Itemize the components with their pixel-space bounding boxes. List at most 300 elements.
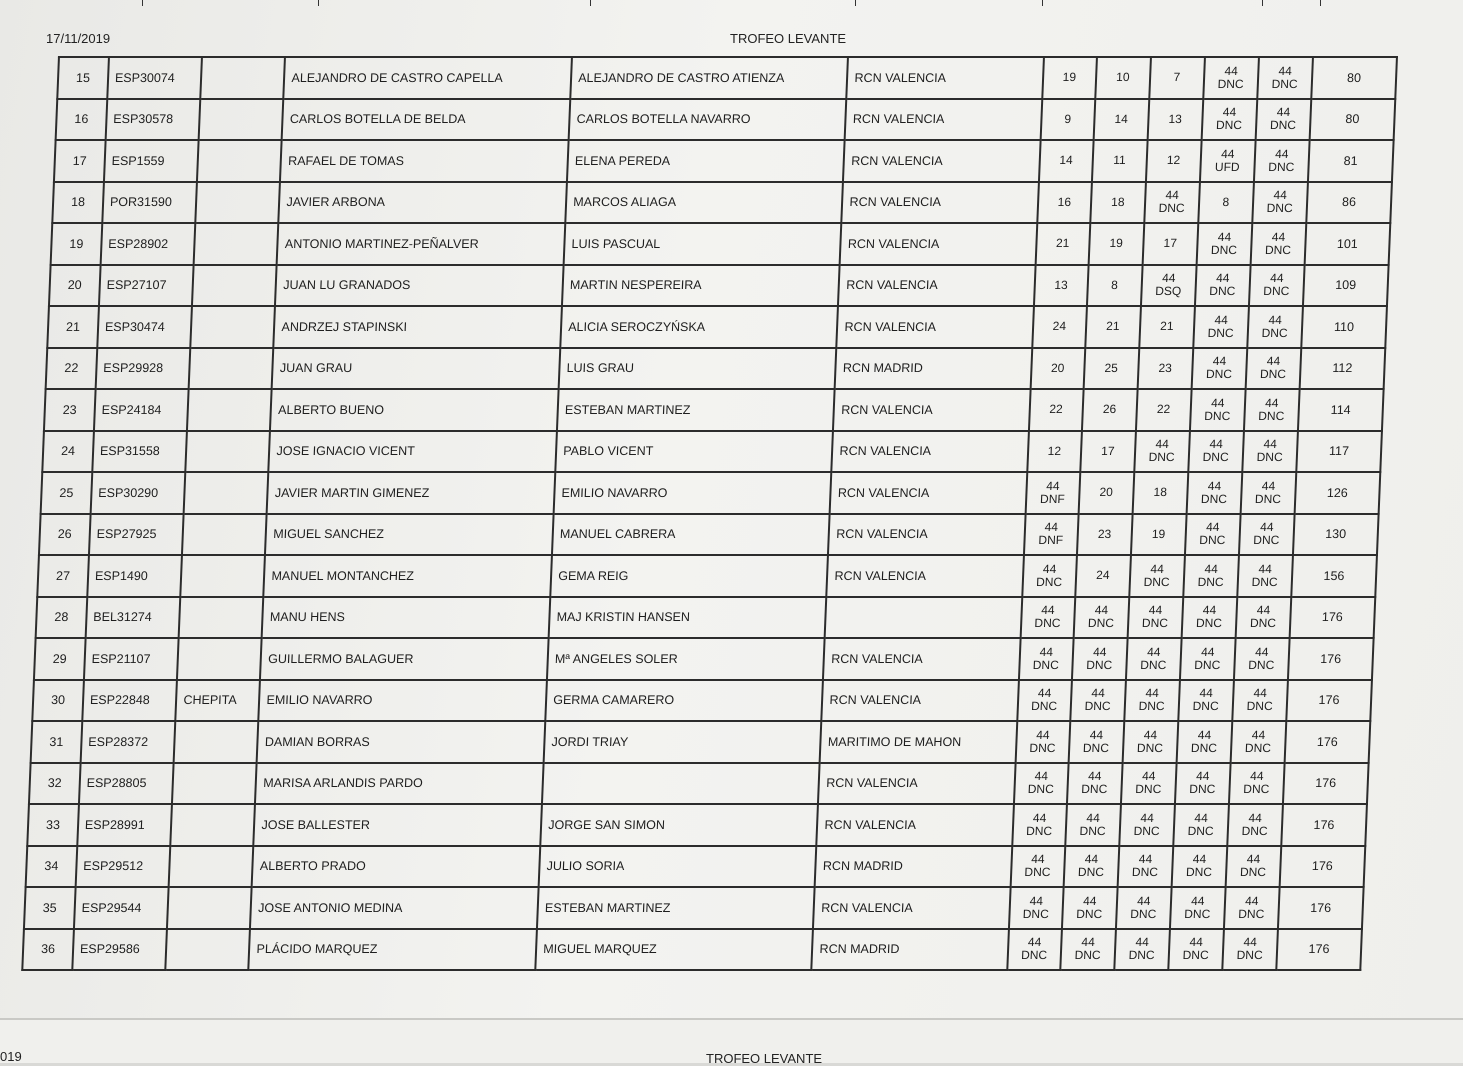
race-score: 24 — [1095, 568, 1110, 583]
position-cell: 28 — [36, 597, 88, 639]
sail-number-cell: ESP28991 — [77, 804, 172, 846]
race-score: 14 — [1059, 153, 1074, 168]
boat-name-cell — [181, 555, 266, 597]
race-score: 44 — [1194, 810, 1209, 825]
race-penalty-code: DNC — [1133, 823, 1160, 838]
total-points-cell: 176 — [1281, 804, 1367, 846]
race-score: 44 — [1145, 686, 1160, 701]
race-score: 44 — [1215, 271, 1230, 286]
total-points-cell: 117 — [1296, 431, 1382, 473]
boat-name-cell — [177, 638, 262, 680]
race-penalty-code: DNF — [1039, 491, 1066, 506]
race-penalty-code: DNC — [1148, 450, 1175, 465]
race-5-cell — [1229, 763, 1285, 805]
race-score: 44 — [1207, 478, 1222, 493]
position-cell: 34 — [26, 846, 78, 888]
race-score: 44 — [1155, 437, 1170, 452]
race-score: 44 — [1209, 437, 1224, 452]
race-score: 21 — [1159, 319, 1174, 334]
boat-name-cell — [174, 721, 259, 763]
total-points-cell: 176 — [1286, 680, 1372, 722]
helm-name-cell: CARLOS BOTELLA DE BELDA — [282, 99, 570, 141]
race-score: 7 — [1173, 70, 1181, 85]
race-score: 44 — [1027, 935, 1042, 950]
race-penalty-code: DNC — [1268, 159, 1295, 174]
race-score: 44 — [1138, 852, 1153, 867]
race-1-cell — [1030, 348, 1085, 390]
race-4-cell — [1198, 182, 1254, 224]
helm-name-cell: DAMIAN BORRAS — [257, 721, 545, 763]
club-cell: RCN VALENCIA — [813, 887, 1010, 929]
crew-name-cell: PABLO VICENT — [555, 431, 833, 473]
crew-name-cell: ESTEBAN MARTINEZ — [557, 389, 835, 431]
sail-number-cell: ESP27925 — [89, 514, 184, 556]
race-score: 44 — [1220, 146, 1235, 161]
position-cell: 18 — [52, 182, 104, 224]
race-score: 44 — [1042, 561, 1057, 576]
race-3-cell — [1122, 721, 1178, 763]
race-penalty-code: DNC — [1199, 533, 1226, 548]
top-edge-marks — [0, 0, 1463, 6]
table-row — [54, 140, 1394, 182]
race-5-cell — [1230, 721, 1286, 763]
race-score: 44 — [1032, 810, 1047, 825]
club-cell: RCN VALENCIA — [840, 223, 1037, 265]
race-2-cell — [1082, 389, 1138, 431]
race-score: 44 — [1087, 769, 1102, 784]
race-score: 44 — [1039, 644, 1054, 659]
position-cell: 36 — [22, 929, 74, 971]
race-score: 44 — [1044, 520, 1059, 535]
total-points-cell: 109 — [1303, 265, 1389, 307]
table-row — [34, 638, 1374, 680]
race-4-cell — [1186, 472, 1242, 514]
race-1-cell — [1010, 846, 1065, 888]
race-score: 44 — [1249, 769, 1264, 784]
race-score: 17 — [1100, 443, 1115, 458]
race-score: 44 — [1089, 727, 1104, 742]
sheet-date: 17/11/2019 — [46, 31, 111, 46]
crew-name-cell: LUIS GRAU — [559, 348, 837, 390]
helm-name-cell: MANU HENS — [262, 597, 550, 639]
race-score: 20 — [1099, 485, 1114, 500]
race-score: 44 — [1266, 354, 1281, 369]
race-5-cell — [1244, 389, 1300, 431]
race-penalty-code: DNC — [1264, 242, 1292, 257]
race-score: 44 — [1037, 686, 1052, 701]
race-1-cell — [1032, 306, 1087, 348]
race-score: 13 — [1168, 111, 1183, 126]
race-penalty-code: DNC — [1239, 865, 1267, 880]
race-penalty-code: DNF — [1038, 533, 1064, 548]
race-1-cell — [1014, 763, 1069, 805]
race-4-cell — [1201, 99, 1257, 141]
race-3-cell — [1116, 887, 1172, 929]
race-penalty-code: DNC — [1195, 616, 1223, 631]
club-cell: RCN MADRID — [812, 929, 1009, 971]
race-score: 19 — [1062, 70, 1077, 85]
total-points-cell: 86 — [1306, 182, 1392, 224]
next-page-date: 019 — [0, 1049, 22, 1064]
sail-number-cell: ESP30074 — [107, 57, 202, 99]
race-4-cell — [1191, 348, 1247, 390]
race-2-cell — [1075, 555, 1131, 597]
helm-name-cell: JOSE IGNACIO VICENT — [269, 431, 557, 473]
race-1-cell — [1012, 804, 1067, 846]
race-penalty-code: DNC — [1238, 906, 1265, 921]
race-penalty-code: DNC — [1187, 823, 1214, 838]
race-penalty-code: DNC — [1034, 616, 1061, 631]
sail-number-cell: ESP28372 — [80, 721, 175, 763]
table-row — [22, 929, 1362, 971]
boat-name-cell — [191, 306, 276, 348]
race-penalty-code: DNC — [1077, 865, 1105, 880]
helm-name-cell: JOSE BALLESTER — [254, 804, 542, 846]
race-4-cell — [1175, 763, 1231, 805]
race-1-cell — [1015, 721, 1070, 763]
race-penalty-code: DNC — [1200, 491, 1228, 506]
boat-name-cell — [172, 763, 257, 805]
sail-number-cell: ESP29544 — [74, 887, 169, 929]
race-2-cell — [1087, 265, 1143, 307]
race-penalty-code: DNC — [1205, 367, 1233, 382]
boat-name-cell — [187, 389, 272, 431]
club-cell: RCN VALENCIA — [843, 140, 1040, 182]
race-1-cell — [1034, 265, 1089, 307]
race-score: 44 — [1197, 727, 1212, 742]
boat-name-cell — [171, 804, 256, 846]
table-row — [41, 472, 1381, 514]
helm-name-cell: MANUEL MONTANCHEZ — [264, 555, 552, 597]
race-penalty-code: DNC — [1027, 782, 1055, 797]
crew-name-cell — [542, 763, 820, 805]
race-4-cell — [1193, 306, 1249, 348]
race-score: 44 — [1135, 935, 1150, 950]
sail-number-cell: ESP21107 — [84, 638, 179, 680]
boat-name-cell — [184, 472, 269, 514]
race-score: 44 — [1204, 561, 1219, 576]
total-points-cell: 156 — [1291, 555, 1377, 597]
race-score: 44 — [1264, 395, 1279, 410]
crew-name-cell: GEMA REIG — [550, 555, 828, 597]
race-3-cell — [1139, 306, 1195, 348]
position-cell: 33 — [27, 804, 79, 846]
race-penalty-code: DNC — [1084, 699, 1111, 714]
race-4-cell — [1178, 680, 1234, 722]
position-cell: 32 — [29, 763, 81, 805]
race-1-cell — [1025, 472, 1080, 514]
race-4-cell — [1173, 804, 1229, 846]
race-penalty-code: DNC — [1184, 906, 1211, 921]
race-1-cell — [1022, 555, 1077, 597]
race-score: 44 — [1269, 271, 1284, 286]
race-score: 44 — [1217, 229, 1232, 244]
table-row — [46, 348, 1386, 390]
sail-number-cell: ESP1490 — [87, 555, 182, 597]
boat-name-cell — [179, 597, 264, 639]
table-row — [37, 555, 1377, 597]
position-cell: 20 — [49, 265, 101, 307]
race-score: 44 — [1081, 935, 1096, 950]
race-1-cell — [1035, 223, 1090, 265]
race-score: 21 — [1105, 319, 1120, 334]
race-penalty-code: DNC — [1266, 201, 1293, 216]
race-5-cell — [1234, 638, 1290, 680]
helm-name-cell: PLÁCIDO MARQUEZ — [249, 929, 537, 971]
total-points-cell: 176 — [1278, 887, 1364, 929]
race-penalty-code: UFD — [1214, 159, 1240, 174]
race-score: 44 — [1029, 893, 1044, 908]
race-penalty-code: DNC — [1024, 865, 1051, 880]
race-score: 44 — [1041, 603, 1055, 618]
race-penalty-code: DNC — [1075, 906, 1103, 921]
helm-name-cell: JOSE ANTONIO MEDINA — [250, 887, 538, 929]
race-1-cell — [1039, 140, 1094, 182]
race-score: 44 — [1036, 727, 1050, 742]
club-cell: RCN MADRID — [815, 846, 1012, 888]
boat-name-cell: CHEPITA — [176, 680, 261, 722]
race-penalty-code: DNC — [1253, 533, 1280, 548]
race-penalty-code: DNC — [1085, 657, 1113, 672]
race-score: 44 — [1205, 520, 1220, 535]
helm-name-cell: ANDRZEJ STAPINSKI — [274, 306, 562, 348]
race-penalty-code: DNC — [1217, 76, 1244, 91]
sail-number-cell: ESP28902 — [100, 223, 195, 265]
race-3-cell — [1141, 265, 1197, 307]
table-row — [27, 804, 1367, 846]
race-score: 44 — [1200, 644, 1215, 659]
club-cell: RCN VALENCIA — [823, 638, 1020, 680]
race-penalty-code: DNC — [1215, 118, 1243, 133]
race-5-cell — [1224, 887, 1280, 929]
sail-number-cell: ESP30290 — [90, 472, 185, 514]
helm-name-cell: GUILLERMO BALAGUER — [260, 638, 548, 680]
helm-name-cell: ALBERTO BUENO — [270, 389, 558, 431]
club-cell: RCN VALENCIA — [837, 306, 1034, 348]
race-score: 17 — [1163, 236, 1178, 251]
race-penalty-code: DNC — [1202, 450, 1229, 465]
race-penalty-code: DNC — [1158, 201, 1185, 216]
race-2-cell — [1078, 472, 1134, 514]
position-cell: 29 — [34, 638, 86, 680]
race-score: 44 — [1146, 644, 1161, 659]
race-penalty-code: DNC — [1236, 948, 1263, 963]
race-5-cell — [1232, 680, 1288, 722]
position-cell: 25 — [41, 472, 93, 514]
race-2-cell — [1070, 680, 1126, 722]
total-points-cell: 176 — [1279, 846, 1365, 888]
race-4-cell — [1190, 389, 1246, 431]
race-2-cell — [1083, 348, 1139, 390]
race-5-cell — [1257, 57, 1313, 99]
position-cell: 26 — [39, 514, 91, 556]
race-score: 44 — [1212, 354, 1227, 369]
boat-name-cell — [182, 514, 267, 556]
total-points-cell: 176 — [1284, 721, 1370, 763]
race-score: 44 — [1165, 188, 1180, 203]
table-row — [42, 431, 1382, 473]
race-score: 44 — [1248, 810, 1263, 825]
race-penalty-code: DNC — [1029, 740, 1056, 755]
race-4-cell — [1170, 887, 1226, 929]
helm-name-cell: JUAN GRAU — [272, 348, 560, 390]
boat-name-cell — [196, 182, 281, 224]
race-2-cell — [1095, 57, 1151, 99]
results-table — [21, 56, 1398, 971]
crew-name-cell: ESTEBAN MARTINEZ — [537, 887, 815, 929]
sail-number-cell: ESP31558 — [92, 431, 187, 473]
helm-name-cell: JUAN LU GRANADOS — [275, 265, 563, 307]
race-score: 44 — [1268, 312, 1283, 327]
club-cell — [825, 597, 1022, 639]
club-cell: RCN VALENCIA — [845, 99, 1042, 141]
helm-name-cell: ALEJANDRO DE CASTRO CAPELLA — [284, 57, 572, 99]
race-5-cell — [1245, 348, 1301, 390]
sail-number-cell: ESP30578 — [105, 99, 200, 141]
race-4-cell — [1171, 846, 1227, 888]
table-row — [44, 389, 1384, 431]
crew-name-cell: ELENA PEREDA — [567, 140, 845, 182]
race-penalty-code: DNC — [1271, 76, 1298, 91]
crew-name-cell: MARTIN NESPEREIRA — [562, 265, 840, 307]
race-1-cell — [1040, 99, 1095, 141]
race-score: 44 — [1254, 644, 1269, 659]
club-cell: RCN VALENCIA — [833, 389, 1030, 431]
race-score: 44 — [1244, 893, 1259, 908]
race-5-cell — [1254, 140, 1310, 182]
race-2-cell — [1088, 223, 1144, 265]
crew-name-cell: ALICIA SEROCZYŃSKA — [560, 306, 838, 348]
club-cell: RCN VALENCIA — [817, 804, 1014, 846]
club-cell: RCN VALENCIA — [847, 57, 1044, 99]
results-table-body — [22, 57, 1397, 970]
crew-name-cell: MIGUEL MARQUEZ — [535, 929, 813, 971]
race-score: 14 — [1114, 111, 1129, 126]
race-1-cell — [1009, 887, 1064, 929]
race-4-cell — [1203, 57, 1259, 99]
table-row — [52, 182, 1392, 224]
race-1-cell — [1020, 597, 1075, 639]
race-penalty-code: DNC — [1082, 740, 1110, 755]
position-cell: 27 — [37, 555, 89, 597]
race-penalty-code: DNC — [1263, 284, 1290, 299]
boat-name-cell — [189, 348, 274, 390]
boat-name-cell — [194, 223, 279, 265]
race-score: 44 — [1190, 893, 1205, 908]
next-page-edge — [0, 1018, 1463, 1066]
race-penalty-code: DNC — [1249, 616, 1277, 631]
total-points-cell: 176 — [1289, 597, 1375, 639]
total-points-cell: 130 — [1293, 514, 1379, 556]
table-row — [26, 846, 1366, 888]
race-5-cell — [1252, 182, 1308, 224]
race-penalty-code: DNC — [1244, 740, 1272, 755]
race-penalty-code: DNC — [1207, 325, 1234, 340]
next-page-title: TROFEO LEVANTE — [706, 1051, 823, 1066]
race-score: 44 — [1136, 893, 1151, 908]
race-5-cell — [1247, 306, 1303, 348]
boat-name-cell — [199, 99, 284, 141]
position-cell: 21 — [47, 306, 99, 348]
race-score: 44 — [1273, 188, 1288, 203]
race-score: 44 — [1091, 686, 1106, 701]
race-1-cell — [1017, 680, 1072, 722]
table-row — [49, 265, 1389, 307]
race-3-cell — [1136, 389, 1192, 431]
race-5-cell — [1255, 99, 1311, 141]
crew-name-cell: JULIO SORIA — [539, 846, 817, 888]
race-score: 8 — [1110, 277, 1119, 292]
total-points-cell: 176 — [1283, 763, 1369, 805]
race-5-cell — [1239, 514, 1295, 556]
race-3-cell — [1129, 555, 1185, 597]
race-penalty-code: DNC — [1079, 823, 1106, 838]
race-4-cell — [1180, 638, 1236, 680]
race-score: 12 — [1047, 443, 1062, 458]
race-penalty-code: DNC — [1138, 699, 1165, 714]
race-score: 44 — [1258, 561, 1273, 576]
race-2-cell — [1092, 140, 1148, 182]
race-score: 9 — [1064, 111, 1072, 126]
crew-name-cell: LUIS PASCUAL — [564, 223, 842, 265]
total-points-cell: 101 — [1304, 223, 1390, 265]
club-cell: RCN VALENCIA — [842, 182, 1039, 224]
race-1-cell — [1019, 638, 1074, 680]
race-score: 44 — [1210, 395, 1225, 410]
race-3-cell — [1142, 223, 1198, 265]
crew-name-cell: GERMA CAMARERO — [545, 680, 823, 722]
club-cell: RCN VALENCIA — [827, 555, 1024, 597]
race-score: 44 — [1246, 852, 1261, 867]
race-5-cell — [1235, 597, 1291, 639]
helm-name-cell: RAFAEL DE TOMAS — [280, 140, 568, 182]
race-5-cell — [1250, 223, 1306, 265]
race-penalty-code: DNC — [1074, 948, 1101, 963]
race-score: 44 — [1202, 603, 1217, 618]
race-score: 44 — [1276, 105, 1291, 120]
race-4-cell — [1181, 597, 1237, 639]
race-score: 44 — [1192, 852, 1207, 867]
race-score: 10 — [1115, 70, 1130, 85]
race-penalty-code: DNC — [1025, 823, 1053, 838]
race-3-cell — [1127, 597, 1183, 639]
race-2-cell — [1080, 431, 1136, 473]
race-1-cell — [1042, 57, 1097, 99]
race-score: 25 — [1104, 360, 1119, 375]
club-cell: RCN VALENCIA — [838, 265, 1035, 307]
race-5-cell — [1240, 472, 1296, 514]
race-penalty-code: DNC — [1246, 699, 1273, 714]
helm-name-cell: ALBERTO PRADO — [252, 846, 540, 888]
position-cell: 23 — [44, 389, 96, 431]
race-penalty-code: DNC — [1030, 699, 1058, 714]
crew-name-cell: JORGE SAN SIMON — [540, 804, 818, 846]
race-3-cell — [1114, 929, 1170, 971]
position-cell: 22 — [46, 348, 98, 390]
race-score: 44 — [1256, 603, 1271, 618]
sail-number-cell: ESP28805 — [79, 763, 174, 805]
race-3-cell — [1137, 348, 1193, 390]
race-4-cell — [1168, 929, 1224, 971]
club-cell: RCN VALENCIA — [818, 763, 1015, 805]
race-penalty-code: DNC — [1087, 616, 1115, 631]
race-score: 44 — [1189, 935, 1204, 950]
helm-name-cell: ANTONIO MARTINEZ-PEÑALVER — [277, 223, 565, 265]
race-1-cell — [1027, 431, 1082, 473]
sail-number-cell: ESP24184 — [94, 389, 189, 431]
race-penalty-code: DSQ — [1155, 284, 1182, 299]
race-score: 26 — [1102, 402, 1117, 417]
